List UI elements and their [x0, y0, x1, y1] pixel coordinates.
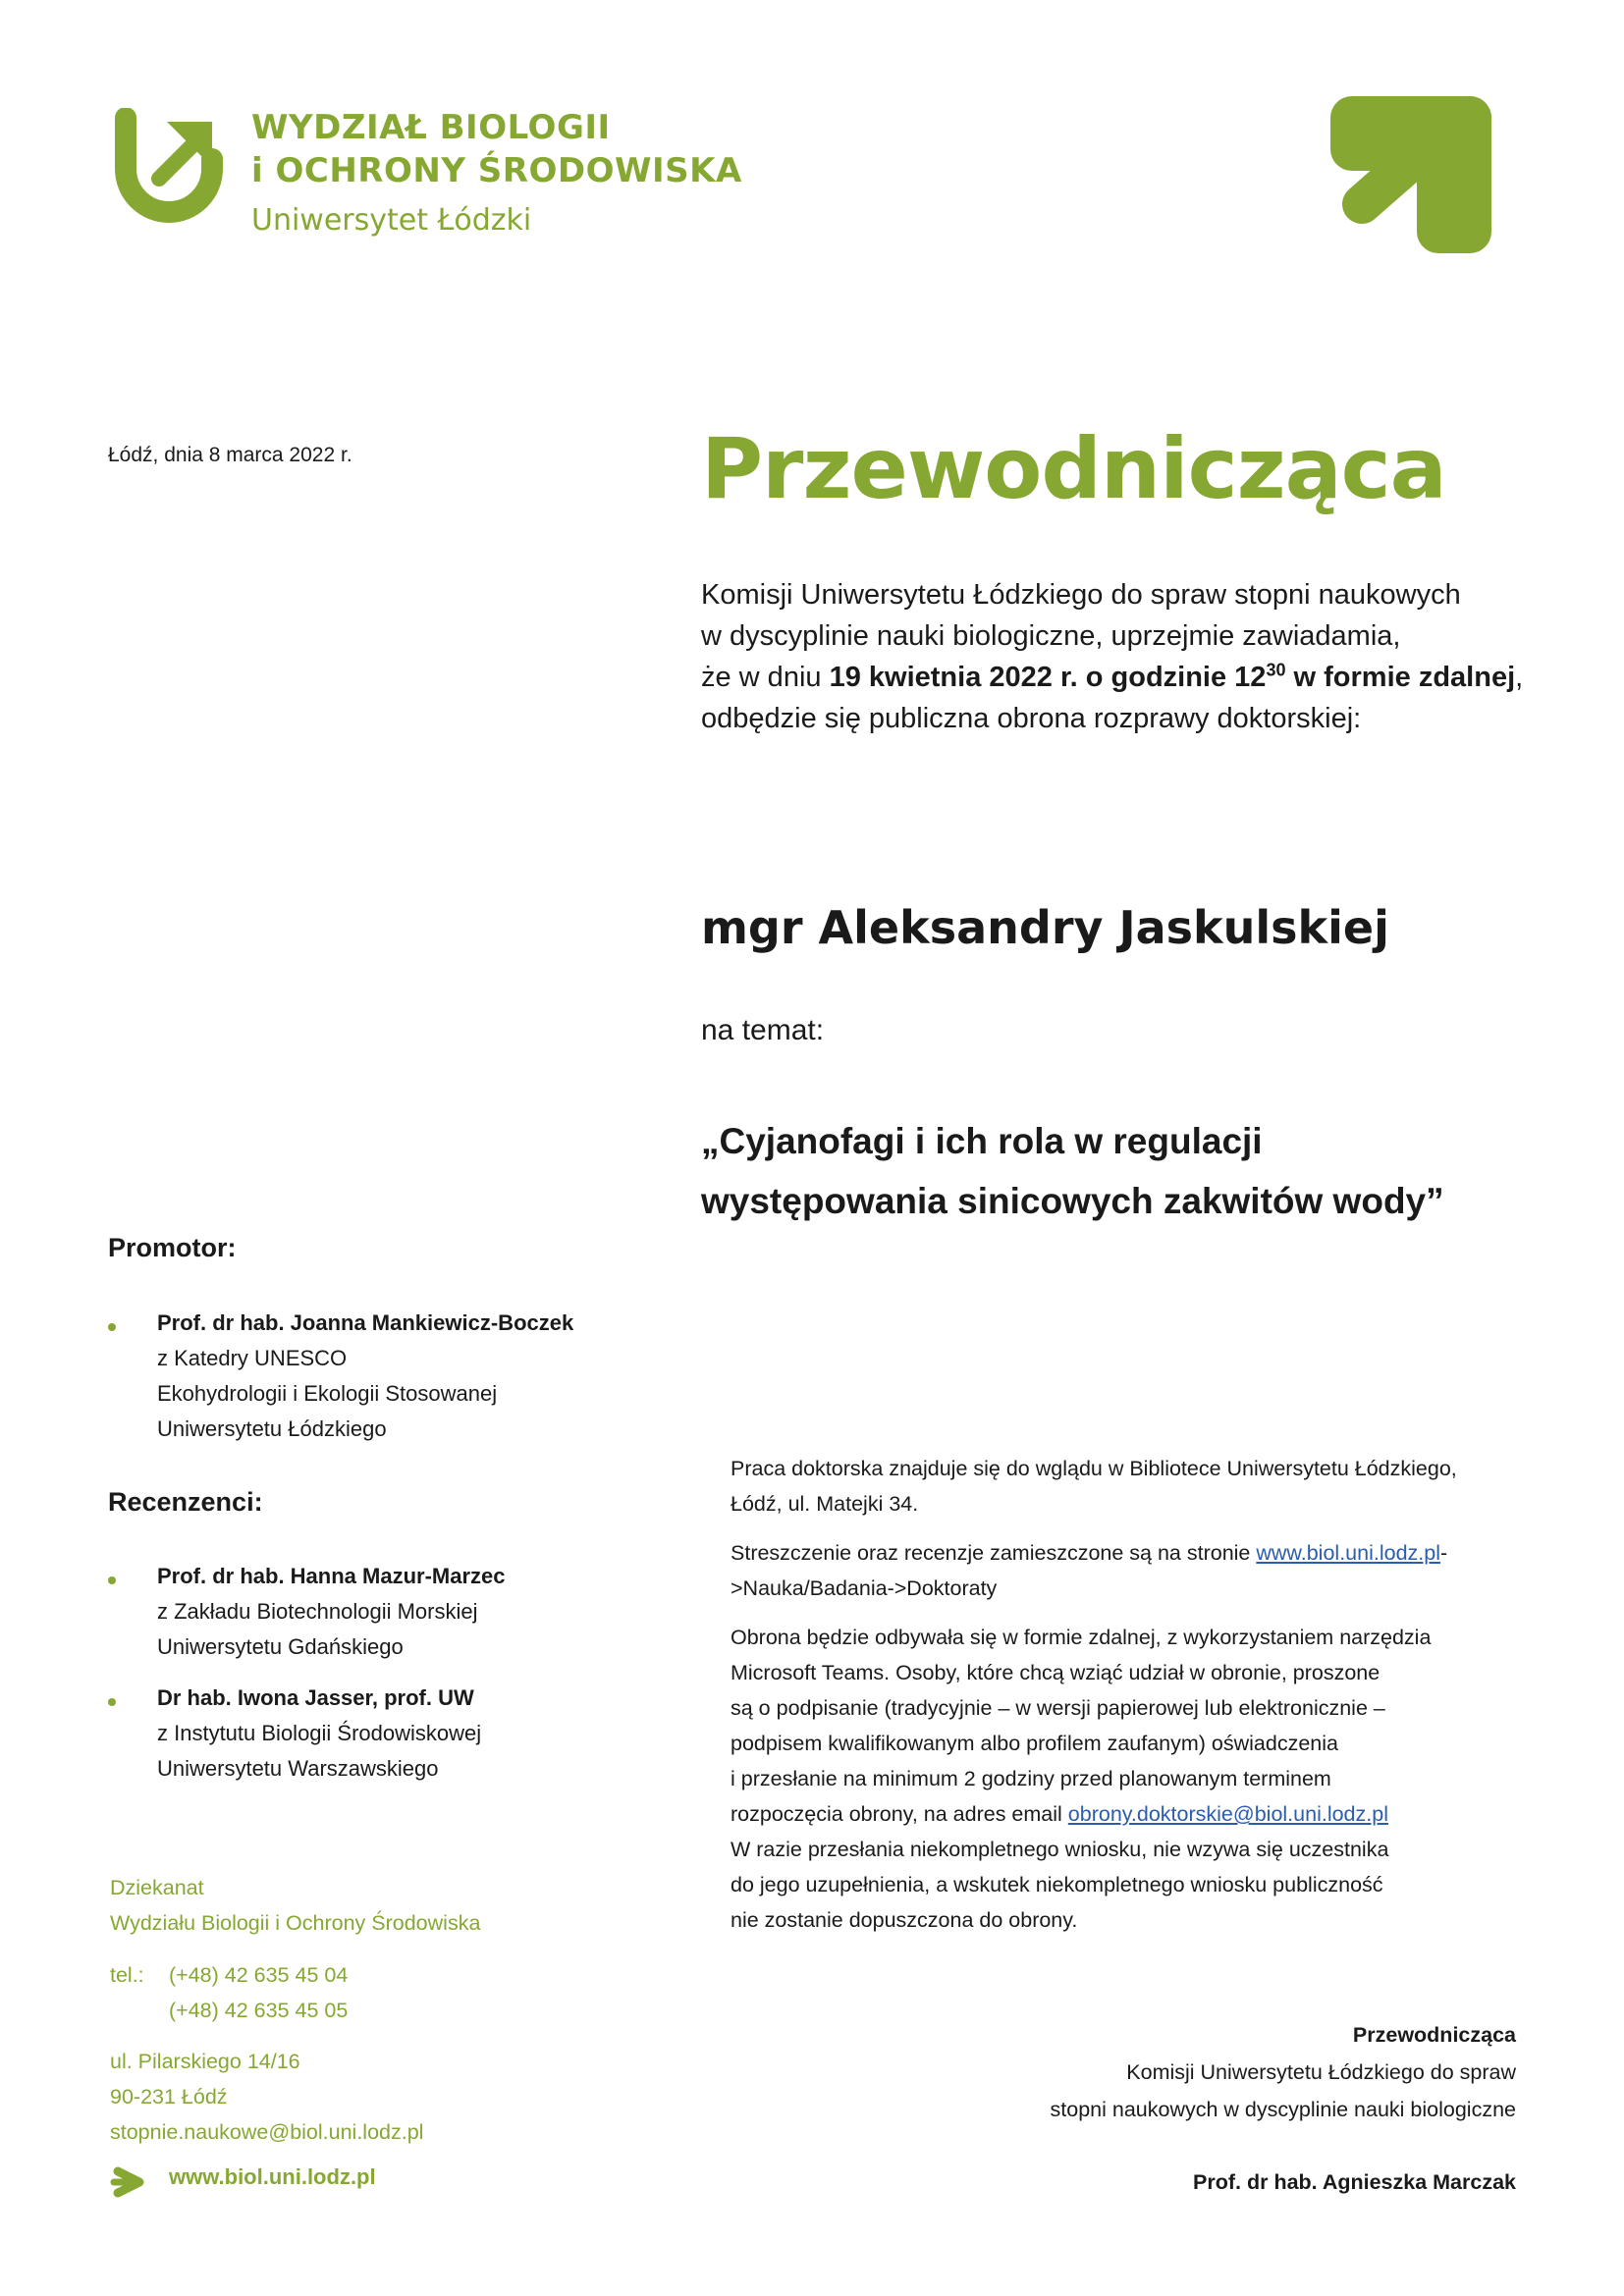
- faculty-logo-icon: [112, 108, 226, 238]
- thesis-topic: [701, 1111, 1565, 1231]
- phone-label-spacer: [110, 1993, 169, 2028]
- info-abstract-text: Streszczenie oraz recenzje zamieszczone są na stronie: [731, 1541, 1257, 1565]
- reviewer-affiliation-1: z Instytutu Biologii Środowiskowej: [157, 1721, 482, 1745]
- phone-row: [110, 1957, 348, 1993]
- signature-name: [1193, 2163, 1516, 2201]
- reviewers-heading: Recenzenci:: [108, 1487, 263, 1517]
- reviewer-affiliation-2: Uniwersytetu Warszawskiego: [157, 1756, 439, 1781]
- phone-number-2: (+48) 42 635 45 05: [169, 1999, 349, 2022]
- contact-phones: [110, 1957, 348, 2028]
- candidate-name: mgr Aleksandry Jaskulskiej: [701, 901, 1389, 954]
- contact-email: stopnie.naukowe@biol.uni.lodz.pl: [110, 2120, 424, 2144]
- phone-row: [110, 1993, 348, 2028]
- defense-time-minutes: 30: [1266, 660, 1286, 680]
- faculty-website-link[interactable]: www.biol.uni.lodz.pl: [1256, 1541, 1440, 1565]
- info-library-line-1: Praca doktorska znajduje się do wglądu w Bibliotece Uniwersytetu Łódzkiego,: [731, 1457, 1457, 1480]
- document-date: Łódź, dnia 8 marca 2022 r.: [108, 444, 352, 466]
- footer-website-link[interactable]: www.biol.uni.lodz.pl: [169, 2164, 376, 2189]
- signature-line-1: Komisji Uniwersytetu Łódzkiego do spraw: [1126, 2060, 1516, 2084]
- promotor-affiliation-3: Uniwersytetu Łódzkiego: [157, 1416, 387, 1441]
- promotor-heading: Promotor:: [108, 1233, 237, 1262]
- intro-line-1: Komisji Uniwersytetu Łódzkiego do spraw stopni naukowych: [701, 579, 1461, 611]
- info-remote-line-8: do jego uzupełnienia, a wskutek niekompletnego wniosku publiczność: [731, 1873, 1383, 1896]
- faculty-logo-text: [251, 106, 742, 243]
- info-library: [731, 1451, 1545, 1522]
- promotor-name: Prof. dr hab. Joanna Mankiewicz-Boczek: [157, 1310, 574, 1335]
- reviewer-entry: [157, 1681, 481, 1787]
- info-remote-line-3: są o podpisanie (tradycyjnie – w wersji papierowej lub elektronicznie –: [731, 1696, 1385, 1720]
- signature-title: Przewodnicząca: [1352, 2023, 1516, 2047]
- info-remote-line-5: i przesłanie na minimum 2 godziny przed planowanym terminem: [731, 1767, 1331, 1790]
- info-abstract-line-1: [731, 1535, 1545, 1571]
- info-library-line-2: Łódź, ul. Matejki 34.: [731, 1492, 919, 1516]
- promotor-affiliation-2: Ekohydrologii i Ekologii Stosowanej: [157, 1381, 498, 1406]
- bullet-icon: [108, 1698, 116, 1706]
- intro-line-3: [701, 657, 1585, 698]
- bullet-icon: [108, 1323, 116, 1331]
- signature-block: [1051, 2016, 1516, 2128]
- intro-line-3-suffix: ,: [1515, 662, 1524, 693]
- defense-date-time: 19 kwietnia 2022 r. o godzinie 12: [829, 662, 1267, 693]
- intro-line-4: odbędzie się publiczna obrona rozprawy doktorskiej:: [701, 703, 1362, 734]
- page-title: Przewodnicząca: [701, 420, 1446, 518]
- info-remote-defense: [731, 1620, 1545, 1938]
- announcement-intro: [701, 574, 1585, 739]
- info-remote-line-7: W razie przesłania niekompletnego wniosku, nie wzywa się uczestnika: [731, 1838, 1389, 1861]
- address-city: 90-231 Łódź: [110, 2085, 228, 2109]
- info-abstract-dash: -: [1439, 1541, 1448, 1565]
- info-remote-line-2: Microsoft Teams. Osoby, które chcą wziąć udział w obronie, proszone: [731, 1661, 1380, 1684]
- intro-line-3-prefix: że w dniu: [701, 662, 830, 693]
- reviewer-affiliation-2: Uniwersytetu Gdańskiego: [157, 1634, 404, 1659]
- info-abstract: [731, 1535, 1545, 1606]
- contact-office: [110, 1870, 480, 1941]
- arrow-up-right-icon: [1330, 96, 1491, 253]
- info-abstract-line-2: >Nauka/Badania->Doktoraty: [731, 1576, 998, 1600]
- bullet-icon: [108, 1576, 116, 1584]
- reviewer-name: Dr hab. Iwona Jasser, prof. UW: [157, 1685, 474, 1710]
- info-remote-line-4: podpisem kwalifikowanym albo profilem zaufanym) oświadczenia: [731, 1732, 1338, 1755]
- office-name-line-2: Wydziału Biologii i Ochrony Środowiska: [110, 1911, 481, 1935]
- promotor-affiliation-1: z Katedry UNESCO: [157, 1346, 348, 1370]
- reviewer-affiliation-1: z Zakładu Biotechnologii Morskiej: [157, 1599, 478, 1624]
- address-street: ul. Pilarskiego 14/16: [110, 2050, 300, 2073]
- topic-line-2: występowania sinicowych zakwitów wody”: [701, 1181, 1444, 1221]
- faculty-name-line2: i OCHRONY ŚRODOWISKA: [251, 151, 742, 190]
- phone-number-1: (+48) 42 635 45 04: [169, 1963, 349, 1987]
- topic-line-1: „Cyjanofagi i ich rola w regulacji: [701, 1121, 1263, 1161]
- info-remote-line-1: Obrona będzie odbywała się w formie zdalnej, z wykorzystaniem narzędzia: [731, 1626, 1432, 1649]
- info-remote-line-9: nie zostanie dopuszczona do obrony.: [731, 1908, 1078, 1932]
- reviewer-name: Prof. dr hab. Hanna Mazur-Marzec: [157, 1564, 506, 1588]
- faculty-name-line1: WYDZIAŁ BIOLOGII: [251, 108, 611, 147]
- defense-form: w formie zdalnej: [1285, 662, 1516, 693]
- promotor-entry: [157, 1306, 573, 1447]
- info-remote-line-6: [731, 1796, 1545, 1832]
- contact-address: [110, 2044, 423, 2150]
- arrow-right-icon: [110, 2163, 147, 2201]
- university-name: Uniwersytet Łódzki: [251, 203, 532, 238]
- signature-line-2: stopni naukowych w dyscyplinie nauki biologiczne: [1050, 2098, 1516, 2121]
- defense-email-link[interactable]: obrony.doktorskie@biol.uni.lodz.pl: [1067, 1802, 1388, 1826]
- signatory-name: Prof. dr hab. Agnieszka Marczak: [1193, 2170, 1516, 2194]
- topic-label: na temat:: [701, 1014, 825, 1046]
- info-remote-line-6-text: rozpoczęcia obrony, na adres email: [731, 1802, 1068, 1826]
- phone-label: tel.:: [110, 1963, 144, 1987]
- office-name-line-1: Dziekanat: [110, 1876, 204, 1899]
- reviewer-entry: [157, 1559, 506, 1665]
- intro-line-2: w dyscyplinie nauki biologiczne, uprzejmie zawiadamia,: [701, 620, 1401, 652]
